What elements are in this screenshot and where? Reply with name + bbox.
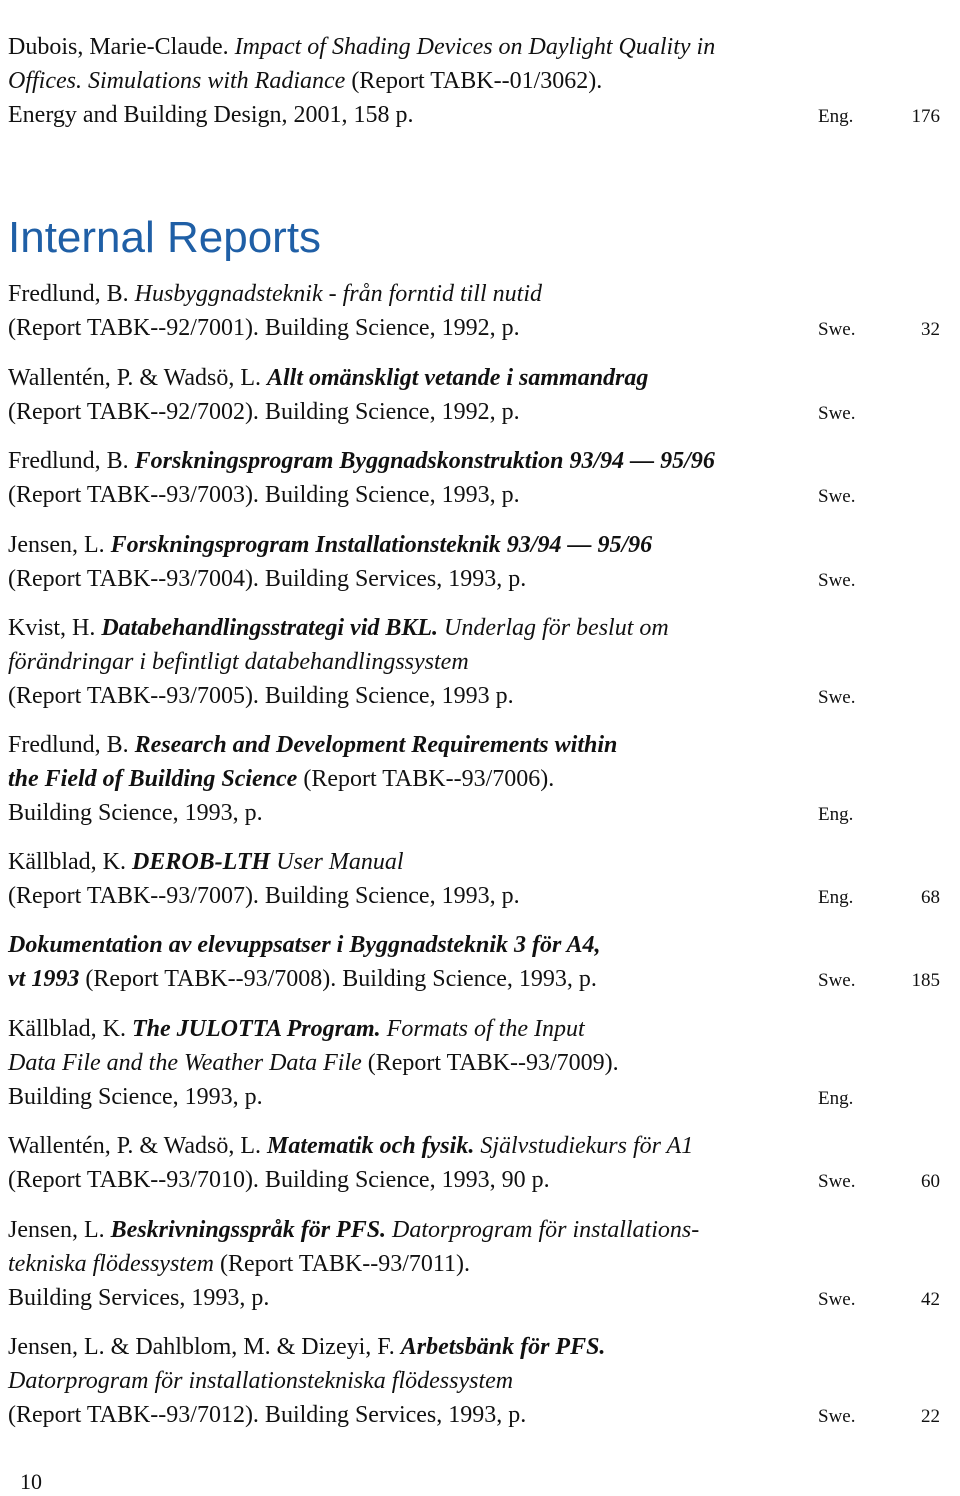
language: Swe. (818, 570, 856, 591)
page-count: 68 (921, 887, 940, 908)
report-title: Husbyggnadsteknik - från forntid till nutid (134, 281, 542, 307)
author: Fredlund, B. (8, 732, 135, 758)
report-number: (Report TABK--93/7011). (213, 1251, 470, 1277)
language: Swe. (818, 319, 856, 340)
language: Swe. (818, 687, 856, 708)
language: Eng. (818, 1088, 854, 1109)
entry-7008-line-2 (8, 964, 940, 994)
author: Jensen, L. & Dahlblom, M. & Dizeyi, F. (8, 1334, 401, 1360)
entry-7001-line-2 (8, 313, 940, 343)
entry-7011-line-1 (8, 1215, 940, 1245)
publisher-info: (Report TABK--93/7005). Building Science, 1993 p. (8, 683, 514, 709)
entry-7012-line-3 (8, 1400, 940, 1430)
report-subtitle: Datorprogram för installations- (386, 1217, 700, 1243)
language: Eng. (818, 804, 854, 825)
publisher-info: (Report TABK--93/7010). Building Science, 1993, 90 p. (8, 1167, 550, 1193)
report-subtitle: Underlag för beslut om (438, 615, 669, 641)
language: Swe. (818, 486, 856, 507)
publisher-info: Building Science, 1993, p. (8, 800, 263, 826)
entry-7005-line-2 (8, 647, 940, 677)
publisher-info: (Report TABK--92/7002). Building Science, 1992, p. (8, 399, 520, 425)
report-number: (Report TABK--93/7006). (297, 766, 555, 792)
entry-7003-line-1 (8, 446, 940, 476)
section-title: Internal Reports (8, 213, 322, 262)
page-count: 176 (911, 106, 940, 127)
entry-7007-line-1 (8, 847, 940, 877)
author: Kvist, H. (8, 615, 102, 641)
author: Jensen, L. (8, 1217, 111, 1243)
entry-7005-line-3 (8, 681, 940, 711)
language: Swe. (818, 970, 856, 991)
entry-7012-line-1 (8, 1332, 940, 1362)
entry-7005-line-1 (8, 613, 940, 643)
intro-entry-line-2 (8, 66, 940, 96)
report-title: Dokumentation av elevuppsatser i Byggnadsteknik 3 för A4, (8, 932, 601, 958)
publisher-info: Energy and Building Design, 2001, 158 p. (8, 102, 414, 128)
entry-7010-line-1 (8, 1131, 940, 1161)
report-title: DEROB-LTH (131, 849, 271, 875)
publisher-info: Building Services, 1993, p. (8, 1285, 270, 1311)
author: Wallentén, P. & Wadsö, L. (8, 1133, 267, 1159)
report-number: (Report TABK--93/7009). (361, 1050, 619, 1076)
language: Swe. (818, 1171, 856, 1192)
report-title: The JULOTTA Program. (131, 1016, 381, 1042)
page-count: 42 (921, 1289, 940, 1310)
entry-7003-line-2 (8, 480, 940, 510)
entry-7012-line-2 (8, 1366, 940, 1396)
report-title-cont: Offices. Simulations with Radiance (8, 68, 346, 94)
language: Swe. (818, 1289, 856, 1310)
author: Wallentén, P. & Wadsö, L. (8, 365, 267, 391)
report-title-cont: vt 1993 (8, 966, 80, 992)
report-title: Forskningsprogram Byggnadskonstruktion 93/94 — 95/96 (134, 448, 715, 474)
report-title: Matematik och fysik. (267, 1133, 475, 1159)
report-title: Allt omänskligt vetande i sammandrag (267, 365, 649, 391)
report-subtitle: User Manual (270, 849, 404, 875)
entry-7004-line-2 (8, 564, 940, 594)
language: Eng. (818, 887, 854, 908)
entry-7011-line-3 (8, 1283, 940, 1313)
publisher-info: (Report TABK--93/7012). Building Services, 1993, p. (8, 1402, 527, 1428)
entry-7006-line-2 (8, 764, 940, 794)
entry-7004-line-1 (8, 530, 940, 560)
entry-7009-line-2 (8, 1048, 940, 1078)
entry-7001-line-1 (8, 279, 940, 309)
publisher-info: (Report TABK--92/7001). Building Science, 1992, p. (8, 315, 520, 341)
language: Swe. (818, 403, 856, 424)
entry-7006-line-1 (8, 730, 940, 760)
report-title: Databehandlingsstrategi vid BKL. (101, 615, 439, 641)
page-count: 32 (921, 319, 940, 340)
report-title: Beskrivningsspråk för PFS. (110, 1217, 387, 1243)
publisher-info: (Report TABK--93/7008). Building Science, 1993, p. (79, 966, 597, 992)
entry-7008-line-1 (8, 930, 940, 960)
page-number: 10 (20, 1469, 42, 1494)
entry-7009-line-3 (8, 1082, 940, 1112)
report-subtitle-cont: Data File and the Weather Data File (8, 1050, 362, 1076)
entry-7006-line-3 (8, 798, 940, 828)
language: Swe. (818, 1406, 856, 1427)
entry-7009-line-1 (8, 1014, 940, 1044)
report-subtitle-cont: tekniska flödessystem (8, 1251, 214, 1277)
entry-7010-line-2 (8, 1165, 940, 1195)
intro-entry-line-1 (8, 32, 940, 62)
report-subtitle: Datorprogram för installationstekniska flödessystem (8, 1368, 514, 1394)
author: Fredlund, B. (8, 281, 135, 307)
author: Källblad, K. (8, 849, 132, 875)
intro-entry-line-3 (8, 100, 940, 130)
page-count: 60 (921, 1171, 940, 1192)
report-title: Forskningsprogram Installationsteknik 93/94 — 95/96 (110, 532, 653, 558)
report-subtitle: Självstudiekurs för A1 (474, 1133, 694, 1159)
language: Eng. (818, 106, 854, 127)
author: Fredlund, B. (8, 448, 135, 474)
report-title-cont: the Field of Building Science (8, 766, 298, 792)
publisher-info: (Report TABK--93/7004). Building Services, 1993, p. (8, 566, 527, 592)
publisher-info: (Report TABK--93/7007). Building Science, 1993, p. (8, 883, 520, 909)
page-count: 185 (911, 970, 940, 991)
report-title: Research and Development Requirements within (134, 732, 618, 758)
author: Källblad, K. (8, 1016, 132, 1042)
report-number: (Report TABK--01/3062). (345, 68, 603, 94)
report-subtitle: Formats of the Input (380, 1016, 585, 1042)
report-subtitle-cont: förändringar i befintligt databehandlingssystem (8, 649, 469, 675)
author: Dubois, Marie-Claude. (8, 34, 235, 60)
report-title: Impact of Shading Devices on Daylight Quality in (234, 34, 716, 60)
publisher-info: Building Science, 1993, p. (8, 1084, 263, 1110)
entry-7007-line-2 (8, 881, 940, 911)
author: Jensen, L. (8, 532, 111, 558)
entry-7011-line-2 (8, 1249, 940, 1279)
publisher-info: (Report TABK--93/7003). Building Science, 1993, p. (8, 482, 520, 508)
entry-7002-line-2 (8, 397, 940, 427)
report-title: Arbetsbänk för PFS. (400, 1334, 606, 1360)
entry-7002-line-1 (8, 363, 940, 393)
page-count: 22 (921, 1406, 940, 1427)
